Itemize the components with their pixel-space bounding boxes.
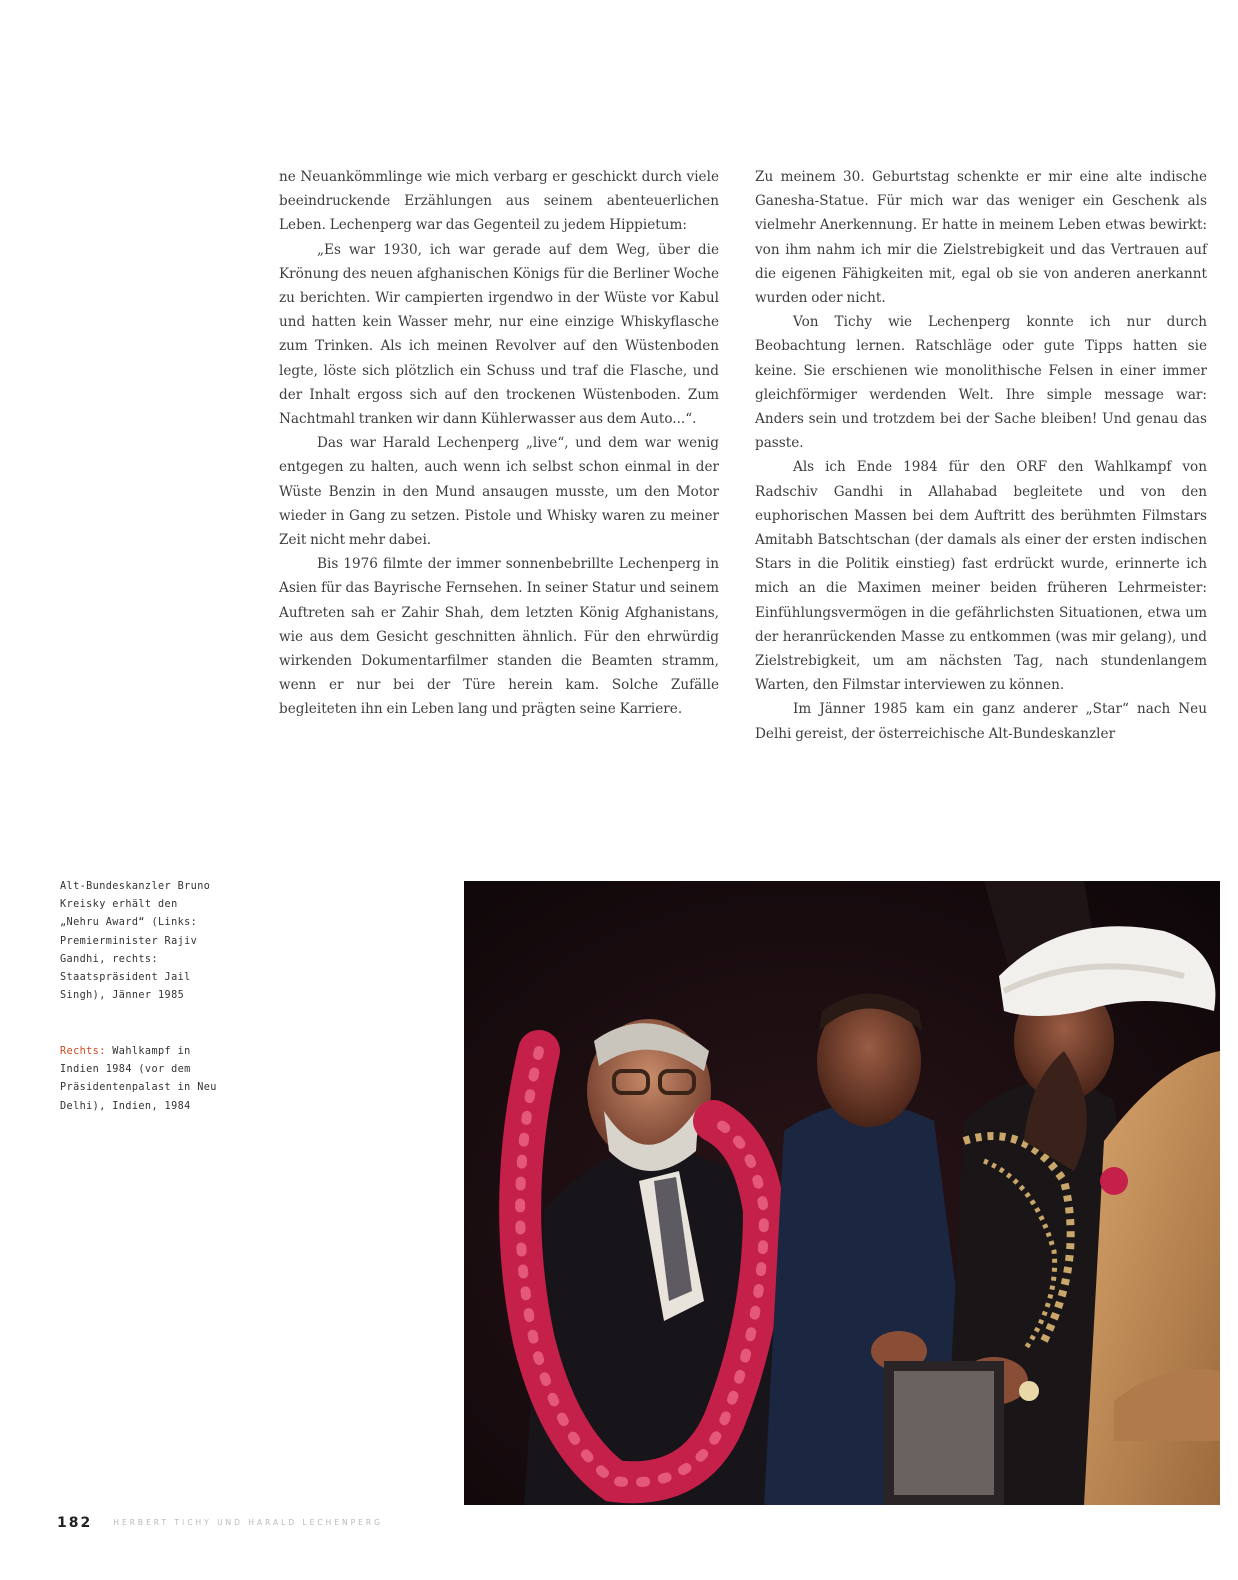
paragraph: Von Tichy wie Lechenperg konnte ich nur durch Beobachtung lernen. Ratschläge oder gute Tipps hatten sie keine. Sie erschienen wie monolithische Felsen in einer immer gleichförmiger werdenden Welt. Ihre simple message war: Anders sein und trotzdem bei der Sache bleiben! Und genau das passte. [755, 314, 1207, 452]
photo-caption [60, 878, 220, 1005]
paragraph: Bis 1976 filmte der immer sonnenbebrillte Lechenperg in Asien für das Bayrische Fernsehen. In seiner Statur und seinem Auftreten sah er Zahir Shah, dem letzten König Afghanistans, wie aus dem Gesicht geschnitten ähnlich. Für den ehrwürdig wirkenden Dokumentarfilmer standen die Beamten stramm, wenn er nur bei der Türe herein kam. Solche Zufälle begleiteten ihn ein Leben lang und prägten seine Karriere. [279, 556, 719, 718]
right-text-column [755, 165, 1207, 746]
paragraph: Zu meinem 30. Geburtstag schenkte er mir eine alte indische Ganesha-Statue. Für mich war das weniger ein Geschenk als vielmehr Anerkennung. Er hatte in meinem Leben etwas bewirkt: von ihm nahm ich mir die Zielstrebigkeit und das Vertrauen auf die eigenen Fähigkeiten mit, egal ob sie von anderen anerkannt wurden oder nicht. [755, 169, 1207, 307]
page-number: 182 [57, 1515, 93, 1531]
award-photograph [464, 881, 1220, 1505]
caption-text: Wahlkampf in Indien 1984 (vor dem Präsidentenpalast in Neu Delhi), Indien, 1984 [60, 1046, 217, 1112]
caption-text: Alt-Bundeskanzler Bruno Kreisky erhält den „Nehru Award“ (Links: Premierminister Rajiv Gandhi, rechts: Staatspräsident Jail Singh), Jänner 1985 [60, 881, 211, 1002]
paragraph: ne Neuankömmlinge wie mich verbarg er geschickt durch viele beeindruckende Erzählungen aus seinem abenteuerlichen Leben. Lechenperg war das Gegenteil zu jedem Hippietum: [279, 169, 719, 234]
paragraph: Als ich Ende 1984 für den ORF den Wahlkampf von Radschiv Gandhi in Allahabad begleitete und von den euphorischen Massen bei dem Auftritt des berühmten Filmstars Amitabh Batschtschan (der damals als einer der ersten indischen Stars in die Politik einstieg) fast erdrückt wurde, erinnerte ich mich an die Maximen meiner beiden früheren Lehrmeister: Einfühlungsvermögen in die gefährlichsten Situationen, etwa um der heranrückenden Masse zu entkommen (was mir gelang), und Zielstrebigkeit, um am nächsten Tag, nach stundenlangem Warten, den Filmstar interviewen zu können. [755, 459, 1207, 694]
caption-lead: Rechts: [60, 1046, 106, 1057]
paragraph: Im Jänner 1985 kam ein ganz anderer „Star“ nach Neu Delhi gereist, der österreichische Alt-Bundeskanzler [755, 701, 1207, 742]
running-head: HERBERT TICHY UND HARALD LECHENPERG [113, 1518, 383, 1527]
page-footer [57, 1512, 383, 1531]
paragraph: Das war Harald Lechenperg „live“, und dem war wenig entgegen zu halten, auch wenn ich selbst schon einmal in der Wüste Benzin in den Mund ansaugen musste, um den Motor wieder in Gang zu setzen. Pistole und Whisky waren zu meiner Zeit nicht mehr dabei. [279, 435, 719, 549]
secondary-caption [60, 1043, 220, 1116]
paragraph: „Es war 1930, ich war gerade auf dem Weg, über die Krönung des neuen afghanischen Königs für die Berliner Woche zu berichten. Wir campierten irgendwo in der Wüste vor Kabul und hatten kein Wasser mehr, nur eine einzige Whiskyflasche zum Trinken. Als ich meinen Revolver auf den Wüstenboden legte, löste sich plötzlich ein Schuss und traf die Flasche, und der Inhalt ergoss sich auf den trockenen Wüstenboden. Zum Nachtmahl tranken wir dann Kühlerwasser aus dem Auto...“. [279, 241, 719, 428]
left-text-column [279, 165, 719, 722]
